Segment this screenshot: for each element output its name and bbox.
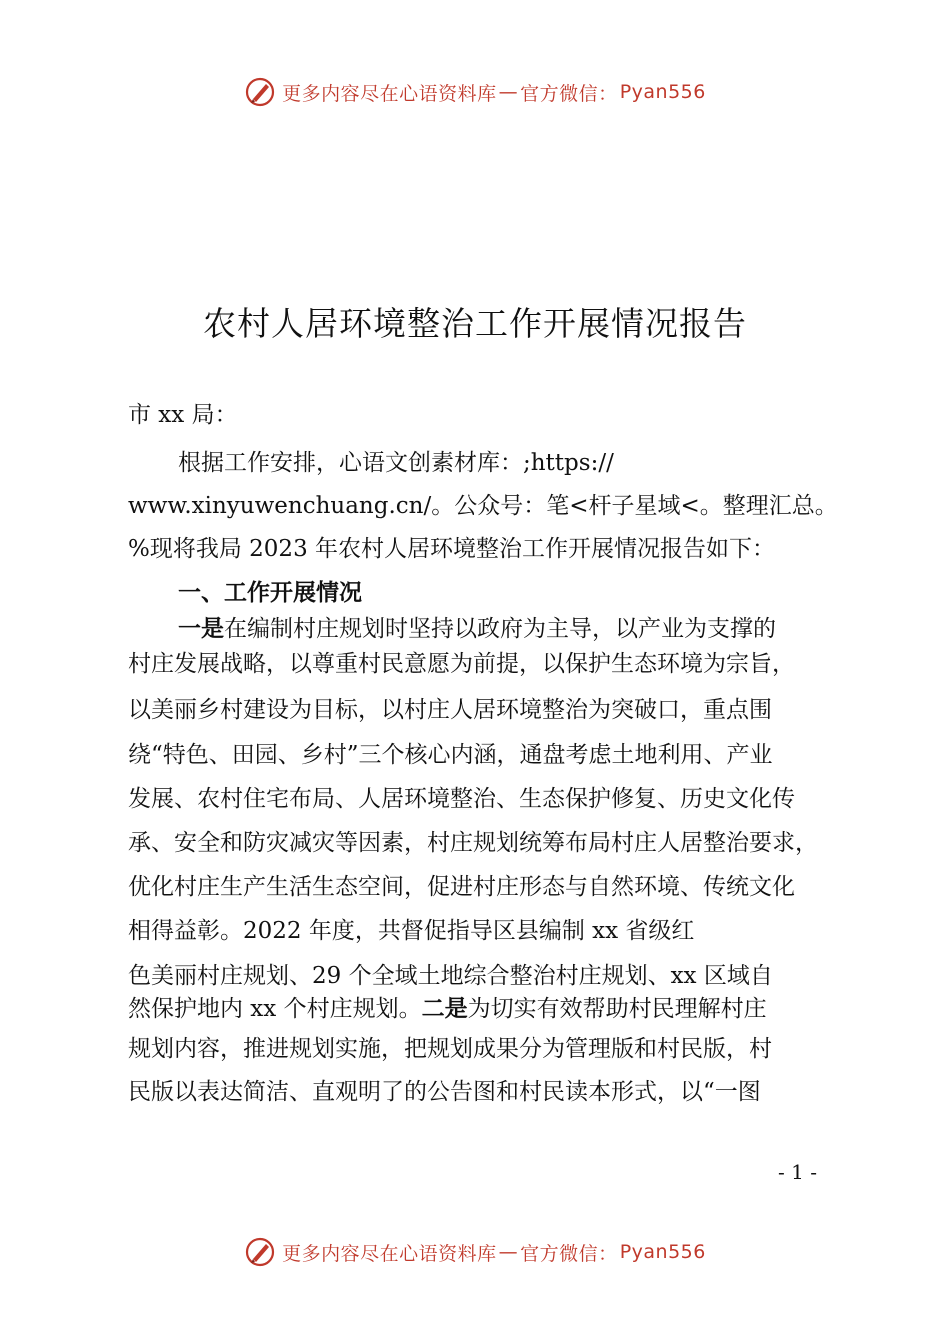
- first-point-label: 一是: [178, 616, 224, 642]
- body-line: 以美丽乡村建设为目标，以村庄人居环境整治为突破口，重点围: [128, 697, 772, 723]
- footer-wechat: Pyan556: [619, 1241, 706, 1263]
- pen-logo-icon: [244, 76, 276, 108]
- second-line-lead: 然保护地内 xx 个村庄规划。: [128, 996, 422, 1022]
- header-wechat: Pyan556: [619, 81, 706, 103]
- header-dash: —: [498, 81, 519, 103]
- footer-banner: [0, 1232, 950, 1272]
- body-line: 色美丽村庄规划、29 个全域土地综合整治村庄规划、xx 区域自: [128, 963, 773, 989]
- body-line: 规划内容，推进规划实施，把规划成果分为管理版和村民版，村: [128, 1036, 772, 1062]
- body-line: 相得益彰。2022 年度，共督促指导区县编制 xx 省级红: [128, 918, 695, 944]
- second-point-label: 二是: [421, 996, 468, 1022]
- body-line: 民版以表达简洁、直观明了的公告图和村民读本形式，以“一图: [128, 1079, 761, 1105]
- paragraph-second-line: [128, 990, 767, 1023]
- body-line: 优化村庄生产生活生态空间，促进村庄形态与自然环境、传统文化: [128, 874, 795, 900]
- salutation: 市 xx 局：: [128, 402, 238, 428]
- paragraph-first-line: [178, 610, 776, 643]
- footer-text: 更多内容尽在心语资料库: [282, 1242, 497, 1265]
- intro-line: %现将我局 2023 年农村人居环境整治工作开展情况报告如下：: [128, 536, 776, 562]
- body-line: 承、安全和防灾减灾等因素，村庄规划统筹布局村庄人居整治要求，: [128, 830, 818, 856]
- body-line: 村庄发展战略，以尊重村民意愿为前提，以保护生态环境为宗旨，: [128, 651, 795, 677]
- intro-line: www.xinyuwenchuang.cn/。公众号：笔<杆子星域<。整理汇总。: [128, 493, 838, 519]
- second-point-text: 为切实有效帮助村民理解村庄: [467, 996, 767, 1022]
- document-title: 农村人居环境整治工作开展情况报告: [203, 304, 747, 343]
- header-official: 官方微信：: [520, 82, 618, 105]
- header-text: 更多内容尽在心语资料库: [282, 82, 497, 105]
- body-line: 绕“特色、田园、乡村”三个核心内涵，通盘考虑土地利用、产业: [128, 742, 773, 768]
- header-banner: [0, 72, 950, 112]
- page-number: - 1 -: [778, 1160, 817, 1184]
- footer-dash: —: [498, 1241, 519, 1263]
- intro-line: 根据工作安排，心语文创素材库：;https://: [178, 450, 614, 476]
- footer-official: 官方微信：: [520, 1242, 618, 1265]
- first-point-text: 在编制村庄规划时坚持以政府为主导，以产业为支撑的: [224, 616, 776, 642]
- section-heading: 一、工作开展情况: [178, 580, 362, 606]
- pen-logo-icon: [244, 1236, 276, 1268]
- body-line: 发展、农村住宅布局、人居环境整治、生态保护修复、历史文化传: [128, 786, 795, 812]
